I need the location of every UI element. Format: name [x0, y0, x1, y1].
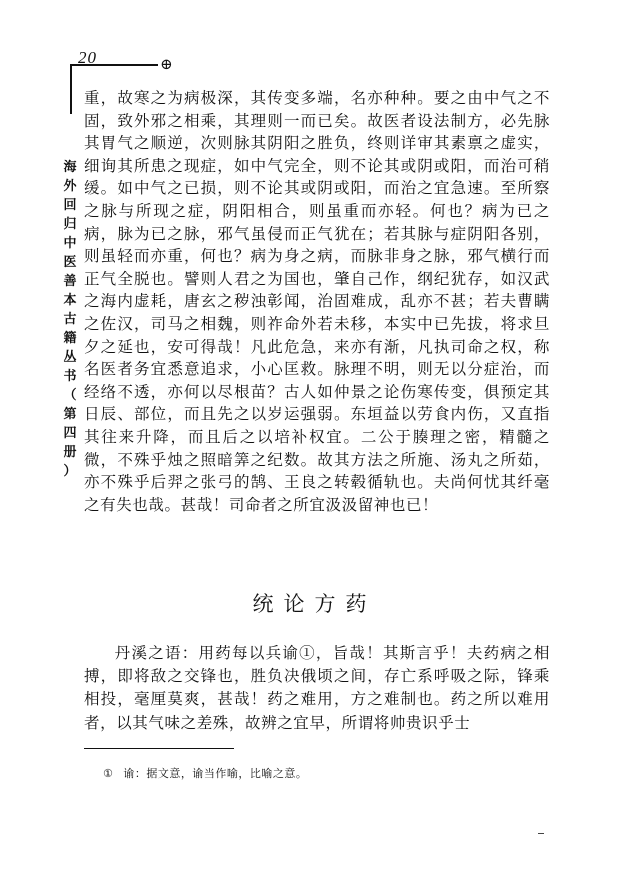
series-title-char: 古 [63, 312, 77, 327]
series-title-char: 中 [63, 236, 77, 251]
footnote [103, 765, 307, 781]
series-title-char: 册 [63, 445, 77, 460]
left-border-line [70, 64, 72, 114]
series-title-char: 籍 [63, 331, 77, 346]
section-heading: 统论方药 [252, 592, 377, 616]
footnote-mark: ① [103, 767, 114, 780]
series-title-char: 善 [63, 274, 77, 289]
body-paragraph-1: 重，故寒之为病极深，其传变多端，名亦种种。要之由中气之不固，致外邪之相乘，其理则一而已矣。故医者设法制方，必先脉其胃气之顺逆，次则脉其阴阳之胜负，终则详审其素禀之虚实，细询其所患之现症，如中气完全，则不论其或阴或阳，而治可稍缓。如中气之已损，则不论其或阴或阳，而治之宜急速。至所察之脉与所现之症，阴阳相合，则虽重而亦轻。何也？病为已之病，脉为已之脉，邪气虽侵而正气犹在；若其脉与症阴阳各别，则虽轻而亦重，何也？病为身之病，而脉非身之脉，邪气横行而正气全脱也。譬则人君之为国也，肇自己作，纲纪犹存，如汉武之海内虚耗，唐玄之秽浊彰闻，治固难成，乱亦不甚；若夫曹瞒之佐汉，司马之相魏，则祚命外若未移，本实中已先拔，将求旦夕之延也，安可得哉！凡此危急，来亦有渐，凡执司命之权，称名医者务宜悉意追求，小心匡救。脉理不明，则无以分症治，而经络不透，亦何以尽根苗？古人如仲景之论伤寒传变，俱预定其日辰、部位，而且先之以岁运强弱。东垣益以劳食内伤，又直指其往来升降，而且后之以培补权宜。二公于腠理之密，精髓之微，不殊乎烛之照暗筭之纪数。故其方法之所施、汤丸之所茹，亦不殊乎后羿之张弓的鹄、王良之转毂循轨也。夫尚何忧其纤毫之有失也哉。甚哉！司命者之所宜汲汲留神也已！ [84, 89, 550, 514]
header-rule [70, 64, 158, 66]
body-paragraph-2-text: 丹溪之语：用药每以兵谕①，旨哉！其斯言乎！夫药病之相搏，即将敌之交锋也，胜负决俄顷之间，存亡系呼吸之际，锋乘相投，毫厘莫爽，甚哉！药之难用，方之难制也。药之所以难用者，以其气味之差殊，故辨之宜早，所谓将帅贵识乎士 [84, 644, 550, 732]
series-title-char: 第 [63, 407, 77, 422]
series-title-char: ） [63, 464, 77, 479]
series-title-char: 外 [63, 179, 77, 194]
page-number: 20 [78, 48, 97, 67]
series-title [60, 158, 80, 481]
series-title-char: 回 [63, 198, 77, 213]
series-title-char: 本 [63, 293, 77, 308]
series-title-char: 医 [63, 255, 77, 270]
series-title-char: 丛 [63, 350, 77, 365]
series-title-char: 四 [63, 426, 77, 441]
footnote-rule [84, 748, 234, 749]
body-paragraph-2 [84, 642, 550, 735]
series-title-char: 书 [63, 369, 77, 384]
footnote-text: 谕：据文意，谕当作喻，比喻之意。 [123, 767, 308, 780]
series-title-char: 海 [63, 160, 77, 175]
series-title-char: 归 [63, 217, 77, 232]
page-corner-mark [538, 833, 544, 834]
header-ornament-icon: ⊕ [160, 55, 173, 73]
series-title-char: （ [63, 388, 77, 403]
